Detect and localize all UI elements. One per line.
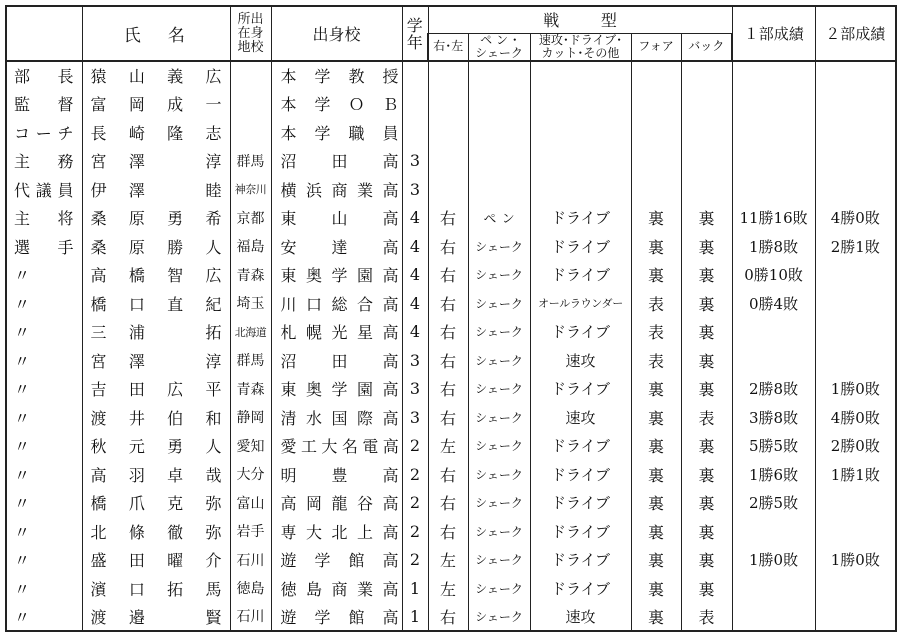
cell-role: 〃 (6, 489, 82, 518)
cell-grip: シェーク (468, 432, 530, 461)
cell-role: コーチ (6, 118, 82, 147)
cell-pref: 群馬 (230, 346, 271, 375)
cell-grade: 1 (402, 574, 428, 603)
cell-back: 裏 (681, 375, 732, 404)
cell-grip: シェーク (468, 318, 530, 347)
cell-fore: 表 (631, 289, 681, 318)
cell-score2 (815, 603, 896, 632)
cell-score2 (815, 318, 896, 347)
cell-pref (230, 61, 271, 90)
cell-fore: 裏 (631, 204, 681, 233)
cell-hand: 右 (428, 289, 468, 318)
cell-fore (631, 175, 681, 204)
cell-role: 部長 (6, 61, 82, 90)
table-row (6, 261, 896, 290)
cell-back (681, 175, 732, 204)
cell-fore: 表 (631, 318, 681, 347)
cell-role: 〃 (6, 432, 82, 461)
cell-grip (468, 90, 530, 119)
cell-score2 (815, 147, 896, 176)
header-year-line: 年 (406, 32, 423, 52)
cell-score1 (732, 61, 815, 90)
header-back: バック (681, 33, 732, 61)
table-row (6, 90, 896, 119)
cell-style (530, 118, 631, 147)
cell-role: 主務 (6, 147, 82, 176)
cell-grip (468, 61, 530, 90)
cell-pref: 富山 (230, 489, 271, 518)
cell-fore: 裏 (631, 517, 681, 546)
cell-score1: 0勝10敗 (732, 261, 815, 290)
cell-back: 裏 (681, 574, 732, 603)
table-header (6, 6, 896, 61)
header-pref-line: 地校 (237, 39, 264, 55)
cell-style (530, 147, 631, 176)
table-row (6, 403, 896, 432)
cell-back: 裏 (681, 346, 732, 375)
cell-school: 安達高 (271, 232, 402, 261)
cell-style (530, 90, 631, 119)
cell-school: 東奥学園高 (271, 375, 402, 404)
cell-role: 〃 (6, 403, 82, 432)
cell-style: ドライブ (530, 432, 631, 461)
cell-back: 裏 (681, 546, 732, 575)
cell-name: 北條徹弥 (82, 517, 230, 546)
table-row (6, 546, 896, 575)
cell-grade: 2 (402, 489, 428, 518)
cell-fore: 裏 (631, 261, 681, 290)
cell-hand: 右 (428, 603, 468, 632)
cell-score1: 2勝5敗 (732, 489, 815, 518)
cell-grip (468, 118, 530, 147)
header-style-line: カット･その他 (541, 45, 620, 60)
cell-pref: 静岡 (230, 403, 271, 432)
cell-school: 東山高 (271, 204, 402, 233)
cell-name: 吉田広平 (82, 375, 230, 404)
header-role (6, 6, 82, 61)
cell-score2 (815, 289, 896, 318)
cell-style: ドライブ (530, 489, 631, 518)
cell-fore: 裏 (631, 232, 681, 261)
header-style (530, 33, 631, 61)
cell-style (530, 61, 631, 90)
cell-style: ドライブ (530, 460, 631, 489)
cell-pref: 石川 (230, 603, 271, 632)
cell-school: 本学職員 (271, 118, 402, 147)
cell-grip: シェーク (468, 375, 530, 404)
cell-score2 (815, 346, 896, 375)
cell-score2: 1勝0敗 (815, 375, 896, 404)
cell-grade: 2 (402, 432, 428, 461)
cell-fore: 裏 (631, 546, 681, 575)
cell-score1: 2勝8敗 (732, 375, 815, 404)
header-pref-line: 在身 (237, 25, 264, 41)
cell-fore: 裏 (631, 574, 681, 603)
cell-name: 三浦 拓 (82, 318, 230, 347)
cell-hand: 左 (428, 574, 468, 603)
cell-role: 〃 (6, 460, 82, 489)
cell-style: ドライブ (530, 517, 631, 546)
cell-grade (402, 61, 428, 90)
table-row (6, 289, 896, 318)
cell-pref: 北海道 (230, 318, 271, 347)
cell-score2 (815, 175, 896, 204)
cell-name: 高橋智広 (82, 261, 230, 290)
cell-fore (631, 147, 681, 176)
cell-grip: シェーク (468, 232, 530, 261)
cell-role: 〃 (6, 603, 82, 632)
cell-role: 〃 (6, 346, 82, 375)
cell-hand (428, 61, 468, 90)
cell-score2: 2勝0敗 (815, 432, 896, 461)
header-score2: ２部成績 (815, 6, 896, 61)
cell-name: 桑原勝人 (82, 232, 230, 261)
header-fore: フォア (631, 33, 681, 61)
cell-back: 裏 (681, 232, 732, 261)
table-row (6, 432, 896, 461)
cell-school: 明豊高 (271, 460, 402, 489)
cell-role: 〃 (6, 517, 82, 546)
cell-back: 裏 (681, 261, 732, 290)
cell-style: オールラウンダー (530, 289, 631, 318)
cell-hand: 右 (428, 232, 468, 261)
header-style-line: 速攻･ドライブ･ (538, 33, 623, 47)
cell-score2: 1勝1敗 (815, 460, 896, 489)
cell-score1 (732, 517, 815, 546)
cell-school: 清水国際高 (271, 403, 402, 432)
cell-hand (428, 147, 468, 176)
cell-grade: 4 (402, 318, 428, 347)
table-row (6, 489, 896, 518)
cell-fore (631, 61, 681, 90)
team-roster-table (5, 5, 897, 632)
cell-pref: 埼玉 (230, 289, 271, 318)
cell-grip: シェーク (468, 403, 530, 432)
cell-school: 本学ＯＢ (271, 90, 402, 119)
cell-hand: 右 (428, 375, 468, 404)
cell-score2: 1勝0敗 (815, 546, 896, 575)
cell-grip: シェーク (468, 546, 530, 575)
cell-school: 高岡龍谷高 (271, 489, 402, 518)
cell-fore: 裏 (631, 432, 681, 461)
cell-back: 裏 (681, 432, 732, 461)
cell-role: 監督 (6, 90, 82, 119)
cell-school: 遊学館高 (271, 603, 402, 632)
cell-pref: 福島 (230, 232, 271, 261)
cell-role: 〃 (6, 375, 82, 404)
cell-grade: 2 (402, 546, 428, 575)
cell-style (530, 175, 631, 204)
cell-name: 渡井伯和 (82, 403, 230, 432)
cell-grip: シェーク (468, 460, 530, 489)
header-year (402, 6, 428, 61)
cell-hand: 右 (428, 489, 468, 518)
cell-school: 沼田高 (271, 346, 402, 375)
cell-name: 宮澤 淳 (82, 346, 230, 375)
cell-style: ドライブ (530, 204, 631, 233)
cell-grade: 4 (402, 261, 428, 290)
cell-grade: 4 (402, 232, 428, 261)
cell-role: 選手 (6, 232, 82, 261)
cell-score1 (732, 318, 815, 347)
table-row (6, 375, 896, 404)
cell-score1 (732, 574, 815, 603)
cell-hand: 右 (428, 460, 468, 489)
cell-name: 富岡成一 (82, 90, 230, 119)
table-row (6, 204, 896, 233)
cell-score2: 4勝0敗 (815, 204, 896, 233)
cell-school: 遊学館高 (271, 546, 402, 575)
cell-grade: 1 (402, 603, 428, 632)
cell-school: 横浜商業高 (271, 175, 402, 204)
header-school: 出身校 (271, 6, 402, 61)
cell-name: 猿山義広 (82, 61, 230, 90)
cell-score1: 3勝8敗 (732, 403, 815, 432)
header-senkei: 戦型 (428, 6, 732, 33)
cell-role: 〃 (6, 546, 82, 575)
cell-back: 表 (681, 603, 732, 632)
cell-grade: 3 (402, 375, 428, 404)
cell-grade: 4 (402, 289, 428, 318)
cell-pref: 神奈川 (230, 175, 271, 204)
cell-hand (428, 90, 468, 119)
cell-hand: 右 (428, 318, 468, 347)
cell-grade: 3 (402, 346, 428, 375)
cell-grip: シェーク (468, 517, 530, 546)
header-score1: １部成績 (732, 6, 815, 61)
cell-role: 〃 (6, 289, 82, 318)
table-row (6, 517, 896, 546)
cell-score1: 1勝8敗 (732, 232, 815, 261)
cell-fore: 裏 (631, 603, 681, 632)
table-body (6, 61, 896, 631)
cell-score1: 0勝4敗 (732, 289, 815, 318)
cell-grade: 2 (402, 517, 428, 546)
cell-score2 (815, 118, 896, 147)
cell-grip: シェーク (468, 574, 530, 603)
cell-style: ドライブ (530, 574, 631, 603)
header-pref (230, 6, 271, 61)
cell-score2 (815, 574, 896, 603)
cell-name: 宮澤 淳 (82, 147, 230, 176)
cell-score1 (732, 90, 815, 119)
cell-score2 (815, 489, 896, 518)
cell-score1 (732, 175, 815, 204)
cell-back: 裏 (681, 318, 732, 347)
cell-pref: 徳島 (230, 574, 271, 603)
cell-pref: 石川 (230, 546, 271, 575)
cell-hand: 右 (428, 261, 468, 290)
table-row (6, 175, 896, 204)
cell-back: 裏 (681, 289, 732, 318)
table-row (6, 118, 896, 147)
cell-style: ドライブ (530, 546, 631, 575)
cell-grade: 3 (402, 175, 428, 204)
cell-grade: 3 (402, 147, 428, 176)
cell-back (681, 90, 732, 119)
cell-grip: シェーク (468, 603, 530, 632)
cell-score1: 1勝6敗 (732, 460, 815, 489)
table-row (6, 318, 896, 347)
cell-hand: 右 (428, 517, 468, 546)
table-row (6, 232, 896, 261)
table-row (6, 61, 896, 90)
cell-hand: 右 (428, 346, 468, 375)
cell-score1 (732, 603, 815, 632)
cell-grip (468, 175, 530, 204)
cell-style: ドライブ (530, 232, 631, 261)
cell-name: 伊澤 睦 (82, 175, 230, 204)
header-hand: 右･左 (428, 33, 468, 61)
cell-pref: 大分 (230, 460, 271, 489)
cell-name: 長崎隆志 (82, 118, 230, 147)
table-row (6, 460, 896, 489)
cell-grade (402, 118, 428, 147)
cell-score2: 4勝0敗 (815, 403, 896, 432)
cell-score2: 2勝1敗 (815, 232, 896, 261)
cell-style: ドライブ (530, 261, 631, 290)
cell-hand: 右 (428, 403, 468, 432)
cell-score1 (732, 147, 815, 176)
cell-name: 桑原勇希 (82, 204, 230, 233)
cell-fore: 裏 (631, 489, 681, 518)
table-row (6, 574, 896, 603)
cell-name: 橋口直紀 (82, 289, 230, 318)
cell-back (681, 61, 732, 90)
cell-score1: 5勝5敗 (732, 432, 815, 461)
cell-role: 〃 (6, 318, 82, 347)
cell-grade (402, 90, 428, 119)
header-grip-line: シェーク (475, 45, 523, 60)
cell-name: 濱口拓馬 (82, 574, 230, 603)
cell-style: 速攻 (530, 403, 631, 432)
cell-style: ドライブ (530, 318, 631, 347)
cell-role: 〃 (6, 574, 82, 603)
cell-score2 (815, 90, 896, 119)
cell-grade: 3 (402, 403, 428, 432)
header-year-line: 学 (406, 15, 423, 35)
cell-pref: 愛知 (230, 432, 271, 461)
cell-score1: 1勝0敗 (732, 546, 815, 575)
cell-school: 沼田高 (271, 147, 402, 176)
cell-school: 本学教授 (271, 61, 402, 90)
table-row (6, 346, 896, 375)
header-pref-line: 所出 (237, 11, 264, 27)
cell-fore: 裏 (631, 403, 681, 432)
cell-name: 渡邉 賢 (82, 603, 230, 632)
cell-fore: 表 (631, 346, 681, 375)
cell-back: 裏 (681, 517, 732, 546)
cell-grip: ペン (468, 204, 530, 233)
cell-pref: 岩手 (230, 517, 271, 546)
cell-grip: シェーク (468, 489, 530, 518)
cell-grip: シェーク (468, 289, 530, 318)
cell-style: 速攻 (530, 346, 631, 375)
cell-score1 (732, 346, 815, 375)
cell-style: 速攻 (530, 603, 631, 632)
cell-hand (428, 118, 468, 147)
header-grip (468, 33, 530, 61)
cell-hand: 左 (428, 546, 468, 575)
cell-score2 (815, 61, 896, 90)
cell-pref: 青森 (230, 261, 271, 290)
cell-pref (230, 118, 271, 147)
cell-fore: 裏 (631, 460, 681, 489)
cell-pref: 群馬 (230, 147, 271, 176)
table-row (6, 147, 896, 176)
cell-grip: シェーク (468, 346, 530, 375)
cell-role: 主将 (6, 204, 82, 233)
cell-school: 川口総合高 (271, 289, 402, 318)
cell-grip: シェーク (468, 261, 530, 290)
cell-score1: 11勝16敗 (732, 204, 815, 233)
cell-hand: 右 (428, 204, 468, 233)
cell-role: 〃 (6, 261, 82, 290)
cell-grade: 2 (402, 460, 428, 489)
cell-name: 高羽卓哉 (82, 460, 230, 489)
cell-fore (631, 118, 681, 147)
header-name: 氏名 (82, 6, 230, 61)
cell-back: 裏 (681, 489, 732, 518)
cell-fore: 裏 (631, 375, 681, 404)
cell-fore (631, 90, 681, 119)
cell-back: 裏 (681, 204, 732, 233)
cell-name: 秋元勇人 (82, 432, 230, 461)
cell-school: 愛工大名電高 (271, 432, 402, 461)
header-grip-line: ペ ン ･ (480, 33, 518, 47)
cell-back (681, 118, 732, 147)
cell-back: 表 (681, 403, 732, 432)
cell-hand: 左 (428, 432, 468, 461)
cell-school: 東奥学園高 (271, 261, 402, 290)
cell-school: 徳島商業高 (271, 574, 402, 603)
cell-school: 専大北上高 (271, 517, 402, 546)
cell-grade: 4 (402, 204, 428, 233)
cell-pref: 青森 (230, 375, 271, 404)
cell-name: 盛田曜介 (82, 546, 230, 575)
table-row (6, 603, 896, 632)
cell-back (681, 147, 732, 176)
cell-pref (230, 90, 271, 119)
cell-back: 裏 (681, 460, 732, 489)
cell-score2 (815, 261, 896, 290)
cell-grip (468, 147, 530, 176)
cell-name: 橋爪克弥 (82, 489, 230, 518)
cell-style: ドライブ (530, 375, 631, 404)
cell-score1 (732, 118, 815, 147)
cell-score2 (815, 517, 896, 546)
cell-pref: 京都 (230, 204, 271, 233)
cell-school: 札幌光星高 (271, 318, 402, 347)
cell-role: 代議員 (6, 175, 82, 204)
cell-hand (428, 175, 468, 204)
